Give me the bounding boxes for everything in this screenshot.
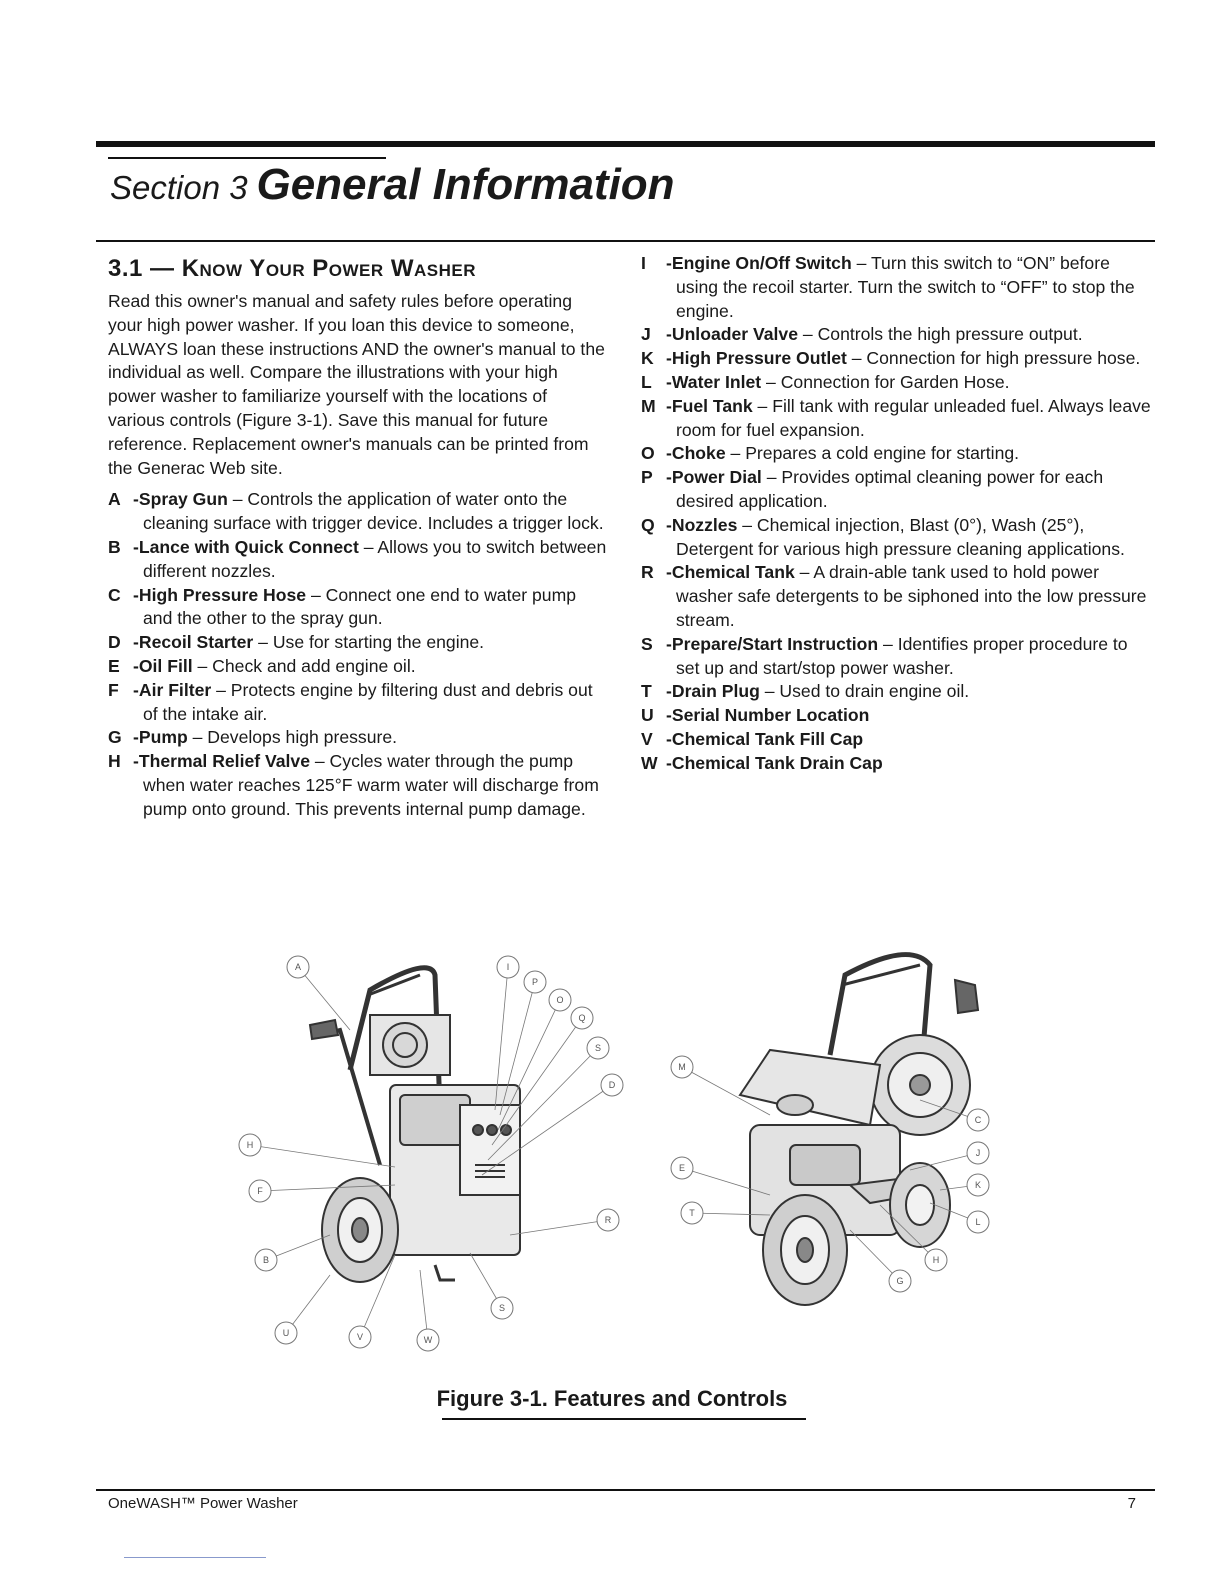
item-body <box>666 633 1151 681</box>
item-description: – Used to drain engine oil. <box>759 681 970 702</box>
feature-item <box>641 728 1151 752</box>
item-body <box>666 371 1151 395</box>
bottom-link-line <box>124 1557 266 1558</box>
item-description: – Fill tank with regular unleaded fuel. Always leave room for fuel expansion. <box>676 395 1151 440</box>
item-term: -Air Filter <box>133 679 212 700</box>
item-term: -Choke <box>666 443 726 464</box>
item-description: – Protects engine by filtering dust and debris out of the intake air. <box>143 679 593 724</box>
item-letter: E <box>108 655 120 676</box>
section-label: Section 3 <box>110 169 248 206</box>
item-letter: Q <box>641 514 655 535</box>
item-description: – Controls the application of water onto the cleaning surface with trigger device. Includes a trigger lock. <box>143 489 604 534</box>
callout-label: D <box>608 1080 616 1090</box>
callout-label: F <box>257 1186 263 1196</box>
callout-label: K <box>974 1180 982 1190</box>
item-body <box>666 347 1151 371</box>
item-letter: D <box>108 632 121 653</box>
item-description: – Develops high pressure. <box>187 727 398 748</box>
item-body <box>666 680 1151 704</box>
item-letter: F <box>108 679 119 700</box>
item-description: – Turn this switch to “ON” before using the recoil starter. Turn the switch to “OFF” to stop the engine. <box>676 253 1135 321</box>
callout-label: E <box>678 1163 686 1173</box>
item-letter: G <box>108 727 122 748</box>
power-washer-illustration <box>230 935 1010 1365</box>
callout-label: M <box>678 1062 686 1072</box>
item-term: -Power Dial <box>666 467 762 488</box>
item-term: -High Pressure Hose <box>133 584 307 605</box>
callout-label: C <box>974 1115 982 1125</box>
feature-item <box>641 704 1151 728</box>
item-term: -Thermal Relief Valve <box>133 751 310 772</box>
item-term: -Water Inlet <box>666 371 762 392</box>
title-underline <box>108 157 386 159</box>
left-item-list <box>108 488 608 821</box>
item-letter: U <box>641 705 654 726</box>
callout-leader-line <box>298 967 350 1030</box>
item-letter: S <box>641 633 653 654</box>
item-description: – Chemical injection, Blast (0°), Wash (25°), Detergent for various high pressure cleaning applications. <box>676 514 1125 559</box>
power-washer-figure <box>230 935 1010 1365</box>
item-description: – Prepares a cold engine for starting. <box>725 443 1020 464</box>
subheading: 3.1 — Know Your Power Washer <box>108 255 476 282</box>
figure-caption: Figure 3-1. Features and Controls <box>436 1386 788 1411</box>
item-term: -Recoil Starter <box>133 632 254 653</box>
item-letter: L <box>641 371 652 392</box>
feature-item <box>108 631 608 655</box>
feature-item <box>108 584 608 632</box>
callout-label: H <box>246 1140 254 1150</box>
feature-item <box>641 752 1151 776</box>
item-letter: A <box>108 489 121 510</box>
callout-leader-line <box>510 1220 608 1235</box>
item-body <box>666 752 1151 776</box>
callout-leader-line <box>498 1000 560 1130</box>
item-letter: H <box>108 751 121 772</box>
feature-item <box>108 536 608 584</box>
item-body <box>133 488 608 536</box>
item-body <box>666 252 1151 323</box>
item-term: -Chemical Tank Drain Cap <box>666 752 883 773</box>
feature-item <box>641 371 1151 395</box>
feature-item <box>641 442 1151 466</box>
footer-product-name: OneWASH™ Power Washer <box>108 1495 298 1512</box>
item-term: -Lance with Quick Connect <box>133 536 359 557</box>
item-body <box>666 728 1151 752</box>
item-letter: O <box>641 443 655 464</box>
callout-label: U <box>282 1328 290 1338</box>
item-body <box>666 514 1151 562</box>
item-body <box>133 679 608 727</box>
feature-item <box>108 655 608 679</box>
item-body <box>666 561 1151 632</box>
item-term: -Unloader Valve <box>666 324 799 345</box>
feature-item <box>641 347 1151 371</box>
callout-label: B <box>262 1255 270 1265</box>
item-term: -Pump <box>133 727 188 748</box>
item-description: – Provides optimal cleaning power for each desired application. <box>676 467 1104 511</box>
callout-label: H <box>932 1255 940 1265</box>
feature-item <box>108 679 608 727</box>
callout-label: Q <box>578 1013 586 1023</box>
feature-item <box>641 561 1151 632</box>
item-term: -Serial Number Location <box>666 705 870 726</box>
feature-item <box>108 726 608 750</box>
callout-label: R <box>604 1215 612 1225</box>
item-letter: J <box>641 324 651 345</box>
caption-underline <box>442 1418 806 1420</box>
callout-label: S <box>594 1043 602 1053</box>
item-description: – Cycles water through the pump when water reaches 125°F warm water will discharge from pump onto ground. This prevents internal pump damage. <box>143 751 599 819</box>
footer-rule <box>96 1489 1155 1491</box>
item-body <box>133 750 608 821</box>
item-description: – Controls the high pressure output. <box>798 324 1083 345</box>
left-column <box>108 252 608 822</box>
mid-rule <box>96 240 1155 242</box>
item-body <box>133 631 608 655</box>
right-column <box>641 252 1151 776</box>
callout-label: W <box>423 1335 433 1345</box>
item-body <box>666 395 1151 443</box>
item-body <box>133 584 608 632</box>
feature-item <box>641 633 1151 681</box>
item-term: -High Pressure Outlet <box>666 348 847 369</box>
item-description: – Connect one end to water pump and the other to the spray gun. <box>143 584 577 629</box>
callout-label: O <box>556 995 564 1005</box>
item-term: -Nozzles <box>666 514 738 535</box>
item-description: – Connection for Garden Hose. <box>761 371 1010 392</box>
item-body <box>133 536 608 584</box>
feature-item <box>641 466 1151 514</box>
feature-item <box>641 395 1151 443</box>
callout-leader-line <box>492 1018 582 1145</box>
item-term: -Engine On/Off Switch <box>666 253 852 273</box>
item-letter: R <box>641 562 654 583</box>
callout-label: P <box>531 977 539 987</box>
feature-item <box>641 514 1151 562</box>
feature-item <box>641 323 1151 347</box>
intro-paragraph: Read this owner's manual and safety rules before operating your high power washer. If you loan this device to someone, ALWAYS loan these instructions AND the owner's manual to the individual as well. Compare the illustrations with your high power washer to familiarize yourself with the locations of various controls (Figure 3-1). Save this manual for future reference. Replacement owner's manuals can be printed from the Generac Web site. <box>108 291 605 478</box>
item-term: -Chemical Tank <box>666 562 795 583</box>
item-body <box>133 726 608 750</box>
item-body <box>666 466 1151 514</box>
callout-label: I <box>506 962 510 972</box>
footer-page-number: 7 <box>1127 1495 1136 1512</box>
feature-item <box>641 252 1151 323</box>
item-letter: B <box>108 536 121 557</box>
top-rule <box>96 141 1155 147</box>
item-letter: C <box>108 584 121 605</box>
item-term: -Drain Plug <box>666 681 760 702</box>
feature-item <box>108 750 608 821</box>
section-name: General Information <box>256 160 675 209</box>
callout-label: G <box>896 1276 904 1286</box>
feature-item <box>108 488 608 536</box>
callout-label: J <box>975 1148 981 1158</box>
item-body <box>666 704 1151 728</box>
washer-front-view <box>310 968 520 1282</box>
item-body <box>666 442 1151 466</box>
item-letter: V <box>641 728 653 749</box>
item-term: -Chemical Tank Fill Cap <box>666 728 864 749</box>
right-item-list <box>641 252 1151 776</box>
item-description: – Identifies proper procedure to set up and start/stop power washer. <box>676 633 1128 678</box>
callout-label: S <box>498 1303 506 1313</box>
callout-label: V <box>356 1332 364 1342</box>
item-description: – Use for starting the engine. <box>253 632 485 653</box>
callout-label: A <box>294 962 302 972</box>
item-body <box>133 655 608 679</box>
item-description: – Connection for high pressure hose. <box>846 348 1141 369</box>
item-letter: P <box>641 467 653 488</box>
feature-item <box>641 680 1151 704</box>
item-letter: T <box>641 681 652 702</box>
item-letter: I <box>641 253 646 273</box>
item-letter: M <box>641 395 656 416</box>
item-term: -Oil Fill <box>133 655 193 676</box>
callout-label: L <box>975 1217 981 1227</box>
callout-label: T <box>689 1208 695 1218</box>
item-letter: K <box>641 348 654 369</box>
item-letter: W <box>641 752 658 773</box>
item-description: – Allows you to switch between different nozzles. <box>143 536 607 581</box>
item-body <box>666 323 1151 347</box>
item-term: -Fuel Tank <box>666 395 753 416</box>
item-term: -Prepare/Start Instruction <box>666 633 879 654</box>
item-description: – A drain-able tank used to hold power washer safe detergents to be siphoned into the low pressure stream. <box>676 562 1147 630</box>
item-term: -Spray Gun <box>133 489 228 510</box>
item-description: – Check and add engine oil. <box>192 655 416 676</box>
section-title <box>110 160 675 210</box>
